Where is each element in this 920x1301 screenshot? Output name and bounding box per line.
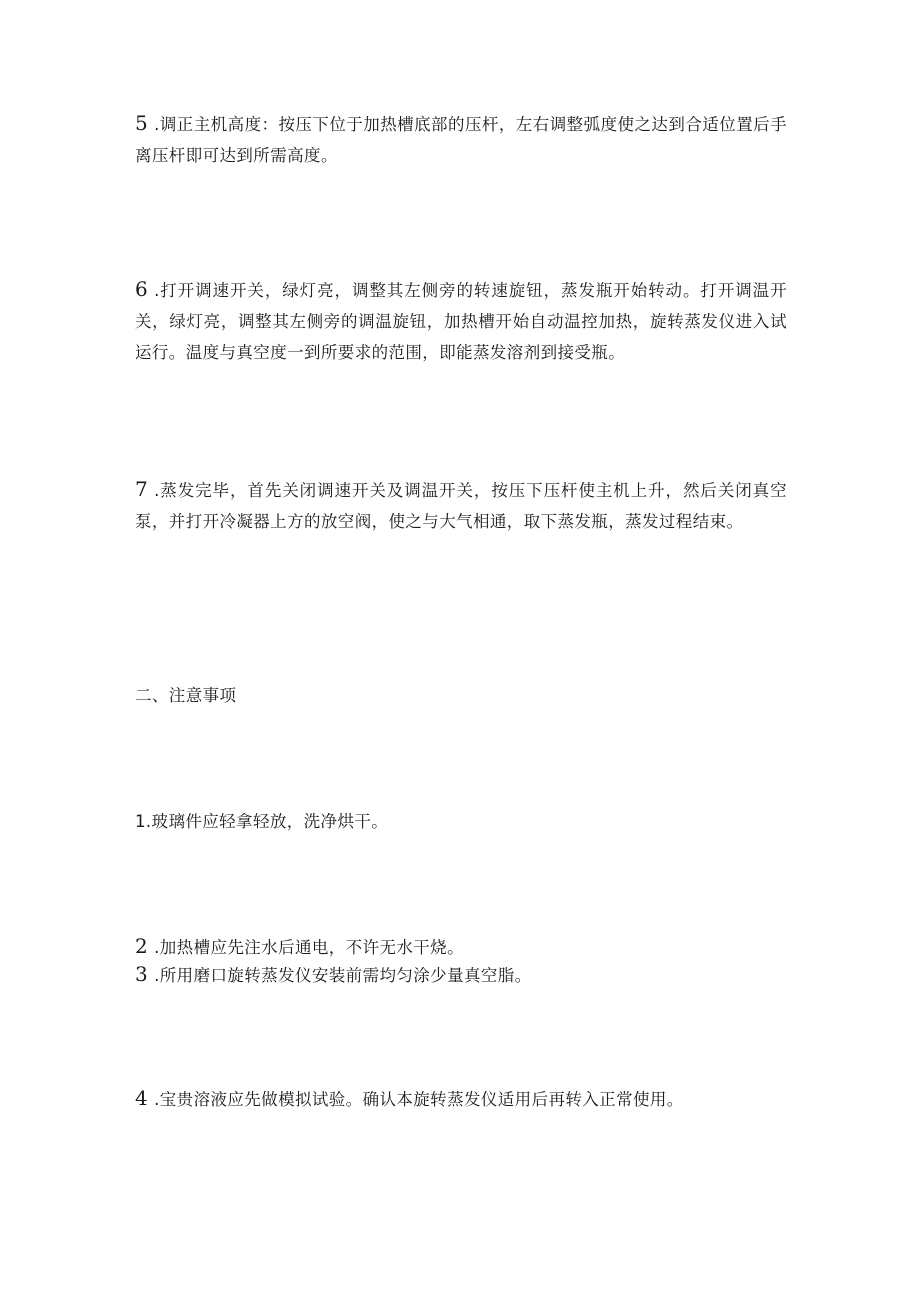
step-5-text: .调正主机高度：按压下位于加热槽底部的压杆，左右调整弧度使之达到合适位置后手离压杆即可达到所需高度。 [135, 115, 787, 165]
step-5-paragraph [135, 108, 787, 171]
step-6-text: .打开调速开关，绿灯亮，调整其左侧旁的转速旋钮，蒸发瓶开始转动。打开调温开关，绿灯亮，调整其左侧旁的调温旋钮，加热槽开始自动温控加热，旋转蒸发仪进入试运行。温度与真空度一到所要求的范围，即能蒸发溶剂到接受瓶。 [135, 281, 787, 362]
section-heading: 二、注意事项 [135, 686, 237, 705]
step-7-number: 7 [135, 477, 149, 501]
note-2-text: .加热槽应先注水后通电，不许无水干烧。 [154, 938, 464, 957]
step-5-number: 5 [135, 111, 149, 135]
step-6-paragraph [135, 274, 787, 368]
note-4-number: 4 [135, 1086, 149, 1110]
note-3-number: 3 [135, 962, 149, 986]
note-4 [135, 1083, 684, 1115]
note-1 [135, 806, 388, 837]
note-1-text: 1.玻璃件应轻拿轻放，洗净烘干。 [135, 812, 389, 831]
note-2-number: 2 [135, 934, 149, 958]
note-3-text: .所用磨口旋转蒸发仪安装前需均匀涂少量真空脂。 [154, 966, 532, 985]
step-6-number: 6 [135, 277, 149, 301]
step-7-text: .蒸发完毕，首先关闭调速开关及调温开关，按压下压杆使主机上升，然后关闭真空泵，并打开冷凝器上方的放空阀，使之与大气相通，取下蒸发瓶，蒸发过程结束。 [135, 481, 787, 531]
note-4-text: .宝贵溶液应先做模拟试验。确认本旋转蒸发仪适用后再转入正常使用。 [154, 1090, 684, 1109]
step-7-paragraph [135, 474, 787, 537]
note-3 [135, 959, 532, 991]
